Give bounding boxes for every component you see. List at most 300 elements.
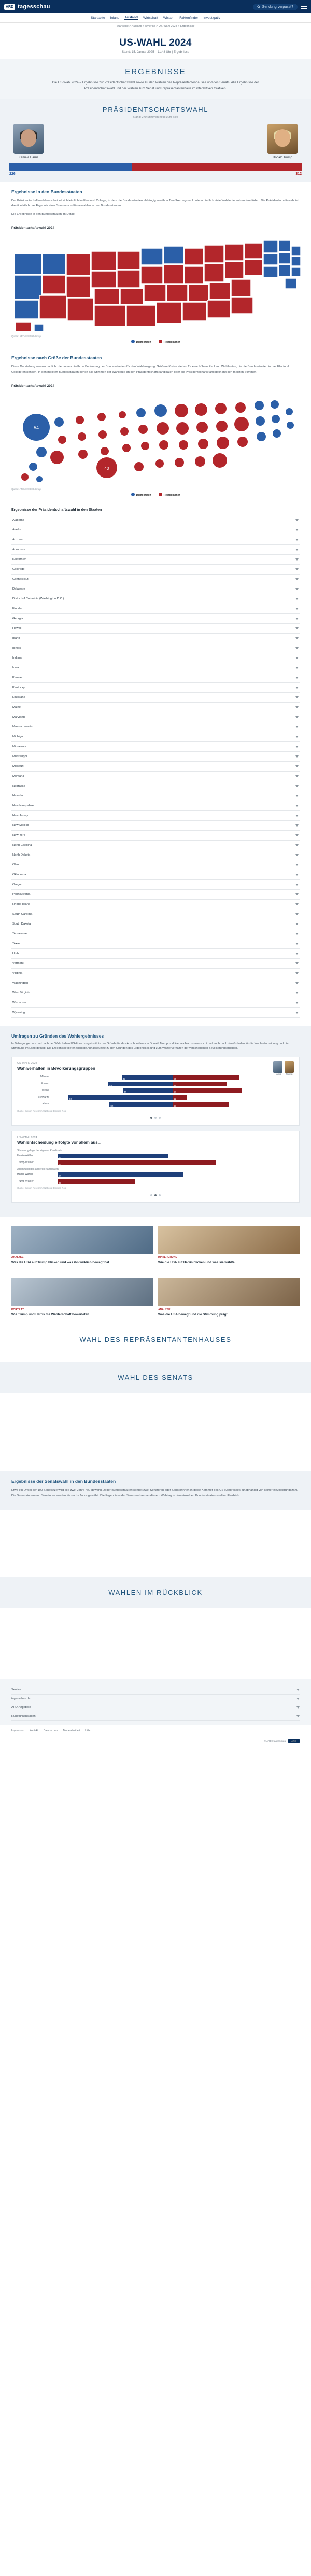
state-accordion-label: Tennessee: [12, 932, 27, 935]
results-band: [0, 59, 311, 99]
state-accordion-row[interactable]: [11, 653, 300, 663]
map-source-note: Quelle: ARD/Infratest dimap: [11, 335, 41, 338]
mini-label-trump: Trump: [286, 1072, 293, 1075]
page-title: US-WAHL 2024: [119, 37, 192, 48]
avatar-trump: [267, 124, 298, 154]
states-accordion: [11, 515, 300, 1018]
bubble-map[interactable]: [5, 391, 306, 487]
chevron-down-icon: [295, 805, 299, 807]
senate-band: [0, 1362, 311, 1393]
footer-section-tagesschau[interactable]: [11, 1695, 300, 1703]
survey-card-demographics[interactable]: [11, 1057, 300, 1126]
chevron-down-icon: [295, 844, 299, 846]
candidate-divider: [44, 151, 267, 159]
state-accordion-row[interactable]: [11, 555, 300, 565]
teaser-3-title: Wie Trump und Harris die Wählerschaft bewerteten: [11, 1313, 89, 1317]
survey-single-label: Trump-Wähler: [17, 1161, 34, 1165]
chevron-down-icon: [295, 962, 299, 964]
survey-card2-chart-b: [17, 1172, 294, 1184]
legend-rep: Republikaner: [159, 340, 180, 344]
footer-link-datenschutz[interactable]: Datenschutz: [43, 1729, 58, 1732]
state-accordion-row[interactable]: [11, 752, 300, 762]
state-accordion-label: Arkansas: [12, 548, 25, 551]
state-accordion-label: Arizona: [12, 538, 23, 541]
teaser-4[interactable]: [158, 1278, 300, 1317]
state-accordion-label: New York: [12, 833, 25, 837]
survey-card-motivation[interactable]: [11, 1131, 300, 1203]
teaser-2-image: [158, 1226, 300, 1254]
state-accordion-label: Colorado: [12, 567, 25, 571]
state-accordion-row[interactable]: [11, 614, 300, 624]
state-accordion-label: New Hampshire: [12, 804, 34, 807]
state-accordion-row[interactable]: [11, 831, 300, 841]
legend-rep-swatch: [159, 340, 162, 343]
candidate-harris-name: Kamala Harris: [18, 156, 38, 160]
chevron-down-icon: [295, 627, 299, 629]
state-accordion-row[interactable]: [11, 998, 300, 1008]
states-accordion-heading: Ergebnisse der Präsidentschaftswahl in den Staaten: [11, 508, 102, 512]
state-accordion-label: Connecticut: [12, 577, 29, 581]
state-accordion-row[interactable]: [11, 801, 300, 811]
senate-section: [0, 1471, 311, 1509]
teaser-4-title: Was die USA bewegt und die Stimmung prägt: [158, 1313, 228, 1317]
survey-card1-chart: [17, 1072, 294, 1107]
state-accordion-label: Delaware: [12, 587, 25, 591]
state-accordion-row[interactable]: [11, 673, 300, 683]
footer-section-tagesschau-label: tagesschau.de: [11, 1697, 31, 1700]
chevron-down-icon: [295, 884, 299, 886]
teaser-row-1: [0, 1217, 311, 1270]
survey-bar-row: [17, 1082, 294, 1086]
chevron-down-icon: [296, 1689, 300, 1691]
nav-item-faktenfinder[interactable]: Faktenfinder: [179, 16, 199, 20]
page-subtitle: Stand: 15. Januar 2025 – 11:48 Uhr | Ergebnisse: [122, 51, 189, 54]
state-accordion-row[interactable]: [11, 683, 300, 693]
footer-section-service-label: Service: [11, 1688, 21, 1691]
map-label: Präsidentschaftswahl 2024: [11, 226, 55, 230]
chevron-down-icon: [295, 893, 299, 895]
state-accordion-row[interactable]: [11, 870, 300, 880]
survey-bar-dem: 42: [122, 1075, 173, 1080]
state-accordion-label: Alabama: [12, 518, 24, 522]
survey-card2-kicker: US-WAHL 2024: [17, 1136, 37, 1139]
presidential-section: [0, 99, 311, 182]
state-accordion-row[interactable]: [11, 969, 300, 978]
electoral-bar-dem: [9, 163, 132, 171]
chevron-down-icon: [295, 913, 299, 915]
footer-section-rundfunk-label: Rundfunkanstalten: [11, 1714, 36, 1718]
teaser-1[interactable]: [11, 1226, 153, 1265]
survey-bar-row: [17, 1095, 294, 1100]
chevron-down-icon: [295, 647, 299, 649]
state-accordion-row[interactable]: [11, 643, 300, 653]
state-accordion-row[interactable]: [11, 762, 300, 772]
chevron-down-icon: [295, 824, 299, 827]
state-accordion-row[interactable]: [11, 732, 300, 742]
teaser-1-image: [11, 1226, 153, 1254]
chevron-down-icon: [296, 1706, 300, 1709]
mini-label-harris: Harris: [274, 1072, 281, 1075]
chevron-down-icon: [295, 578, 299, 580]
teaser-4-kicker: ANALYSE: [158, 1308, 171, 1312]
footer-bottom: [0, 1734, 311, 1752]
survey-single-label: Harris-Wähler: [17, 1154, 33, 1158]
state-accordion-label: Wisconsin: [12, 1001, 26, 1004]
chevron-down-icon: [295, 677, 299, 679]
survey-card1-source: Quelle: Edison Research / National Election Pool: [17, 1109, 67, 1112]
teaser-1-kicker: ANALYSE: [11, 1255, 24, 1259]
teaser-3[interactable]: [11, 1278, 153, 1317]
state-accordion-label: Ohio: [12, 863, 19, 866]
survey-single-row: [17, 1160, 294, 1165]
chevron-down-icon: [295, 558, 299, 561]
state-accordion-row[interactable]: [11, 860, 300, 870]
state-accordion-label: Missouri: [12, 764, 24, 768]
legend-dem-swatch: [131, 340, 135, 343]
electoral-bar-wrap: [0, 159, 311, 171]
state-accordion-label: Utah: [12, 951, 19, 955]
survey-bar-row: [17, 1072, 294, 1080]
results-band-text: Die US-Wahl 2024 – Ergebnisse zur Präsidentschaftswahl sowie zu den Wahlen des Repräsentantenhauses und des Senats. Alle Ergebnisse der Präsidentschaftswahl und der Wahlen zum Senat und Repräsentantenhaus im interaktiven Grafiken.: [52, 81, 259, 90]
survey-bar-rep: 45: [173, 1082, 227, 1086]
chevron-down-icon: [295, 736, 299, 738]
state-accordion-label: Maryland: [12, 715, 25, 719]
state-accordion-row[interactable]: [11, 909, 300, 919]
state-accordion-label: West Virginia: [12, 991, 30, 995]
state-accordion-label: Kalifornien: [12, 557, 27, 561]
search-placeholder-text: Sendung verpasst?: [262, 5, 293, 9]
teaser-2[interactable]: [158, 1226, 300, 1265]
overview-band-title: WAHLEN IM RÜCKBLICK: [108, 1588, 203, 1597]
chevron-down-icon: [295, 953, 299, 955]
footer-copyright: © ARD | tagesschau: [264, 1739, 286, 1742]
survey-single-fill: 33: [58, 1179, 135, 1184]
state-accordion-row[interactable]: [11, 545, 300, 555]
senate-paragraph: Etwa ein Drittel der 100 Senatsitze wird alle zwei Jahre neu gewählt. Jeder Bundesstaat entsendet zwei Senatoren oder Senatorinnen in diese Kammer des US-Kongresses, unabhängig von seiner Bevölkerungszahl. Die Senatorinnen und Senatoren werden für sechs Jahre gewählt. Die Ergebnisse der Senatswahlen an diesem Wahltag in den einzelnen Bundesstaaten sind im Überblick.: [11, 1489, 298, 1497]
state-accordion-row[interactable]: [11, 949, 300, 959]
chevron-down-icon: [295, 815, 299, 817]
state-accordion-row[interactable]: [11, 791, 300, 801]
svg-text:54: 54: [33, 425, 39, 430]
state-accordion-row[interactable]: [11, 781, 300, 791]
electors-harris: 226: [9, 172, 16, 176]
survey-bar-dem: 86: [68, 1095, 173, 1100]
state-accordion-label: Kentucky: [12, 685, 25, 689]
survey-bar-rep: 57: [173, 1088, 242, 1093]
state-accordion-label: Oklahoma: [12, 873, 26, 876]
state-accordion-label: Pennsylvania: [12, 892, 31, 896]
chevron-down-icon: [295, 519, 299, 521]
avatar-harris: [13, 124, 44, 154]
presidential-title: PRÄSIDENTSCHAFTSWAHL: [102, 106, 209, 114]
footer-link-barrierefreiheit[interactable]: Barrierefreiheit: [63, 1729, 80, 1732]
chevron-down-icon: [295, 637, 299, 639]
electoral-bar-labels: [0, 171, 311, 182]
footer-links: [0, 1725, 311, 1734]
house-band-title: WAHL DES REPRÄSENTANTENHAUSES: [79, 1336, 232, 1344]
survey-bar-label: Latinos: [40, 1102, 49, 1106]
nav-item-wirtschaft[interactable]: Wirtschaft: [143, 16, 158, 20]
state-accordion-label: Louisiana: [12, 695, 25, 699]
overview-content-placeholder: [0, 1608, 311, 1670]
chevron-down-icon: [295, 529, 299, 531]
state-accordion-label: Rhode Island: [12, 902, 31, 906]
chevron-down-icon: [295, 706, 299, 708]
state-accordion-label: Illinois: [12, 646, 21, 650]
overview-band: [0, 1577, 311, 1608]
nav-item-ausland[interactable]: Ausland: [124, 16, 138, 19]
state-accordion-label: New Mexico: [12, 823, 29, 827]
nav-item-startseite[interactable]: Startseite: [91, 16, 105, 20]
electoral-bar-rep: [132, 163, 302, 171]
state-accordion-label: Michigan: [12, 735, 25, 738]
survey-bar-dem: 41: [123, 1088, 173, 1093]
footer-link-kontakt[interactable]: Kontakt: [29, 1729, 38, 1732]
state-accordion-label: North Carolina: [12, 843, 32, 847]
survey-single-row: [17, 1179, 294, 1184]
survey-bar-rep: 12: [173, 1095, 187, 1100]
survey-card2-source: Quelle: Edison Research / National Election Pool: [17, 1186, 67, 1189]
teaser-3-image: [11, 1278, 153, 1306]
electoral-map[interactable]: [5, 233, 306, 334]
survey-card-candidates: [273, 1061, 294, 1075]
survey-bar-dem: 52: [109, 1102, 173, 1107]
chevron-down-icon: [295, 598, 299, 600]
state-accordion-row[interactable]: [11, 712, 300, 722]
teaser-3-kicker: PORTRÄT: [11, 1308, 24, 1312]
state-accordion-label: Virginia: [12, 971, 23, 975]
state-accordion-row[interactable]: [11, 584, 300, 594]
state-accordion-label: District of Columbia (Washington D.C.): [12, 597, 64, 600]
bubble-map-source-note: Quelle: ARD/Infratest dimap: [11, 487, 41, 491]
state-accordion-row[interactable]: [11, 841, 300, 850]
chevron-down-icon: [295, 1002, 299, 1004]
ard-logo: ARD: [288, 1739, 300, 1743]
survey-single-row: [17, 1154, 294, 1158]
state-accordion-row[interactable]: [11, 978, 300, 988]
state-accordion-label: Georgia: [12, 617, 23, 620]
state-accordion-row[interactable]: [11, 890, 300, 900]
survey-bar-row: [17, 1088, 294, 1093]
chevron-down-icon: [295, 854, 299, 856]
bubble-paragraph: Diese Darstellung veranschaulicht die unterschiedliche Bedeutung der Bundesstaaten für den Wahlausgang: Größere Kreise stehen für eine höhere Zahl von Wahlleuten, die die Bundesstaaten in das Electoral College entsenden. In den meisten Bundesstaaten gehen alle Stimmen der Wahlleute an den Präsidentschaftskandidaten oder die Präsidentschaftskandidatin mit den meisten Stimmen.: [11, 365, 289, 374]
candidate-harris: [13, 124, 44, 159]
state-accordion-label: Minnesota: [12, 745, 26, 748]
chevron-down-icon: [295, 588, 299, 590]
survey-card2-subhead-2: Ablehnung des anderen Kandidaten: [17, 1167, 59, 1171]
footer: [0, 1679, 311, 1725]
chevron-down-icon: [295, 608, 299, 610]
candidate-row: [0, 119, 311, 159]
bubble-map-label: Präsidentschaftswahl 2024: [11, 384, 55, 388]
state-accordion-row[interactable]: [11, 1008, 300, 1018]
chevron-down-icon: [295, 716, 299, 718]
main-nav: [0, 13, 311, 23]
brand-name: tagesschau: [18, 4, 50, 10]
brand-logo[interactable]: [4, 4, 50, 10]
chevron-down-icon: [295, 667, 299, 669]
survey-single-fill: 67: [58, 1160, 216, 1165]
senate-heading: Ergebnisse der Senatswahl in den Bundesstaaten: [11, 1479, 116, 1485]
state-accordion-row[interactable]: [11, 929, 300, 939]
teaser-row-2: [0, 1270, 311, 1322]
senate-map-placeholder: [0, 1510, 311, 1572]
chevron-down-icon: [295, 775, 299, 777]
state-accordion-row[interactable]: [11, 525, 300, 535]
candidate-trump: [267, 124, 298, 159]
state-accordion-row[interactable]: [11, 742, 300, 752]
state-accordion-row[interactable]: [11, 811, 300, 821]
nav-item-wissen[interactable]: Wissen: [163, 16, 175, 20]
nav-item-investigativ[interactable]: Investigativ: [203, 16, 220, 20]
survey-card1-title: Wahlverhalten in Bevölkerungsgruppen: [17, 1066, 95, 1071]
state-accordion-row[interactable]: [11, 988, 300, 998]
survey-single-fill: 47: [58, 1154, 168, 1158]
electoral-heading: Ergebnisse in den Bundesstaaten: [11, 189, 82, 195]
state-accordion-label: Vermont: [12, 961, 24, 965]
state-accordion-label: Nebraska: [12, 784, 25, 788]
chevron-down-icon: [295, 795, 299, 797]
state-accordion-row[interactable]: [11, 594, 300, 604]
state-accordion-row[interactable]: [11, 634, 300, 643]
chevron-down-icon: [295, 568, 299, 570]
chevron-down-icon: [295, 687, 299, 689]
hamburger-icon[interactable]: [301, 5, 307, 9]
footer-link-impressum[interactable]: Impressum: [11, 1729, 24, 1732]
results-band-title: ERGEBNISSE: [125, 67, 186, 76]
survey-bar-dem: 53: [108, 1082, 173, 1086]
bubble-legend-dem-swatch: [131, 493, 135, 496]
search-input[interactable]: [253, 4, 298, 10]
chevron-down-icon: [295, 1012, 299, 1014]
candidate-trump-name: Donald Trump: [273, 156, 292, 160]
chevron-down-icon: [295, 539, 299, 541]
state-accordion-row[interactable]: [11, 772, 300, 781]
bubble-legend-rep-swatch: [159, 493, 162, 496]
chevron-down-icon: [295, 982, 299, 984]
survey-bar-row: [17, 1102, 294, 1107]
survey-single-label: Trump-Wähler: [17, 1180, 34, 1183]
survey-bar-rep: 46: [173, 1102, 229, 1107]
survey-card2-chart-a: [17, 1154, 294, 1165]
nav-item-inland[interactable]: Inland: [110, 16, 120, 20]
chevron-down-icon: [296, 1715, 300, 1717]
mini-avatar-harris: [273, 1061, 282, 1073]
state-accordion-row[interactable]: [11, 959, 300, 969]
state-accordion-row[interactable]: [11, 880, 300, 890]
senate-band-title: WAHL DES SENATS: [118, 1374, 193, 1382]
state-accordion-row[interactable]: [11, 663, 300, 673]
state-accordion-label: Idaho: [12, 636, 20, 640]
survey-bar-label: Schwarze: [38, 1096, 49, 1099]
chevron-down-icon: [295, 746, 299, 748]
state-accordion-label: Montana: [12, 774, 24, 778]
footer-section-service[interactable]: [11, 1686, 300, 1695]
state-accordion-row[interactable]: [11, 693, 300, 703]
survey-card2-title: Wahlentscheidung erfolgte vor allem aus...: [17, 1140, 102, 1145]
state-accordion-label: Iowa: [12, 666, 19, 669]
state-accordion-row[interactable]: [11, 722, 300, 732]
ard-mark: ARD: [4, 4, 15, 10]
state-accordion-row[interactable]: [11, 565, 300, 575]
state-accordion-label: Washington: [12, 981, 29, 985]
chevron-down-icon: [295, 618, 299, 620]
footer-link-hilfe[interactable]: Hilfe: [85, 1729, 91, 1732]
footer-section-ard[interactable]: [11, 1703, 300, 1712]
presidential-subtitle: Stand: 270 Stimmen nötig zum Sieg: [133, 116, 178, 119]
state-accordion-label: New Jersey: [12, 814, 29, 817]
state-accordion-row[interactable]: [11, 515, 300, 525]
state-accordion-label: South Dakota: [12, 922, 31, 926]
svg-text:40: 40: [104, 466, 109, 471]
survey-bar-rep: 55: [173, 1075, 239, 1080]
state-accordion-row[interactable]: [11, 703, 300, 712]
survey-card2-subhead-1: Stimmungslage der eigenen Kandidatin: [17, 1149, 63, 1152]
survey-card1-kicker: US-WAHL 2024: [17, 1061, 37, 1065]
survey-single-fill: 53: [58, 1172, 183, 1177]
state-accordion-row[interactable]: [11, 939, 300, 949]
mini-avatar-trump: [285, 1061, 294, 1073]
chevron-down-icon: [295, 726, 299, 728]
legend-dem: Demokraten: [131, 340, 151, 344]
state-accordion-label: Maine: [12, 705, 21, 709]
house-band: [0, 1322, 311, 1357]
state-accordion-label: Indiana: [12, 656, 23, 660]
survey-paragraph: In Befragungen am und nach der Wahl haben US-Forschungsinstitute der Gründe für das Abschneiden von Donald Trump und Kamala Harris untersucht und auch nach den Gründen für die Wahlentscheidung und die Stimmung im Land gefragt. Die Ergebnisse bieten wichtige Anhaltspunkte zu den Gründen des Ergebnisses und zum Wählerverhalten der verschiedenen Bevölkerungsgruppen.: [11, 1042, 289, 1051]
state-accordion-row[interactable]: [11, 900, 300, 909]
search-icon: [257, 5, 260, 8]
chevron-down-icon: [295, 549, 299, 551]
state-accordion-row[interactable]: [11, 850, 300, 860]
chevron-down-icon: [295, 785, 299, 787]
state-accordion-row[interactable]: [11, 575, 300, 584]
state-accordion-label: Nevada: [12, 794, 23, 797]
state-accordion-row[interactable]: [11, 535, 300, 545]
survey-bar-label: Weiße: [41, 1089, 49, 1093]
survey-single-label: Harris-Wähler: [17, 1173, 33, 1177]
bubble-map-legend: [0, 491, 311, 501]
state-accordion-label: Mississippi: [12, 754, 27, 758]
chevron-down-icon: [296, 1698, 300, 1700]
chevron-down-icon: [295, 992, 299, 994]
footer-section-rundfunk[interactable]: [11, 1712, 300, 1721]
chevron-down-icon: [295, 903, 299, 905]
top-bar-right: [253, 4, 307, 10]
chevron-down-icon: [295, 923, 299, 925]
state-accordion-row[interactable]: [11, 821, 300, 831]
state-accordion-label: Hawaii: [12, 626, 22, 630]
survey-section: [0, 1026, 311, 1217]
senate-chart-placeholder: [0, 1393, 311, 1471]
electoral-paragraph-1: Der Präsidentschaftswahl entscheidet sich letztlich im Electoral College, in dem die Bundesstaaten abhängig von ihrer Bevölkerungszahl unterschiedlich viele Wahlleute entsenden dürfen. Die Präsidentschaftswahl ist damit letztlich das Ergebnis einer Summe von Einzelwahlen in den Bundesstaaten.: [11, 199, 299, 208]
state-accordion-row[interactable]: [11, 604, 300, 614]
electoral-bar: [9, 163, 302, 171]
state-accordion-label: Alaska: [12, 528, 22, 531]
chevron-down-icon: [295, 765, 299, 767]
bubble-section: [0, 348, 311, 380]
bubble-heading: Ergebnisse nach Größe der Bundesstaaten: [11, 355, 102, 361]
chevron-down-icon: [295, 933, 299, 935]
survey-bar-label: Männer: [40, 1075, 49, 1079]
top-bar: [0, 0, 311, 13]
state-accordion-row[interactable]: [11, 919, 300, 929]
survey-heading: Umfragen zu Gründen des Wahlergebnisses: [11, 1033, 104, 1039]
chevron-down-icon: [295, 834, 299, 836]
state-accordion-row[interactable]: [11, 624, 300, 634]
chevron-down-icon: [295, 755, 299, 758]
breadcrumb[interactable]: Startseite > Ausland > Amerika > US-Wahl 2024 > Ergebnisse: [0, 23, 311, 30]
state-accordion-label: Texas: [12, 942, 21, 945]
